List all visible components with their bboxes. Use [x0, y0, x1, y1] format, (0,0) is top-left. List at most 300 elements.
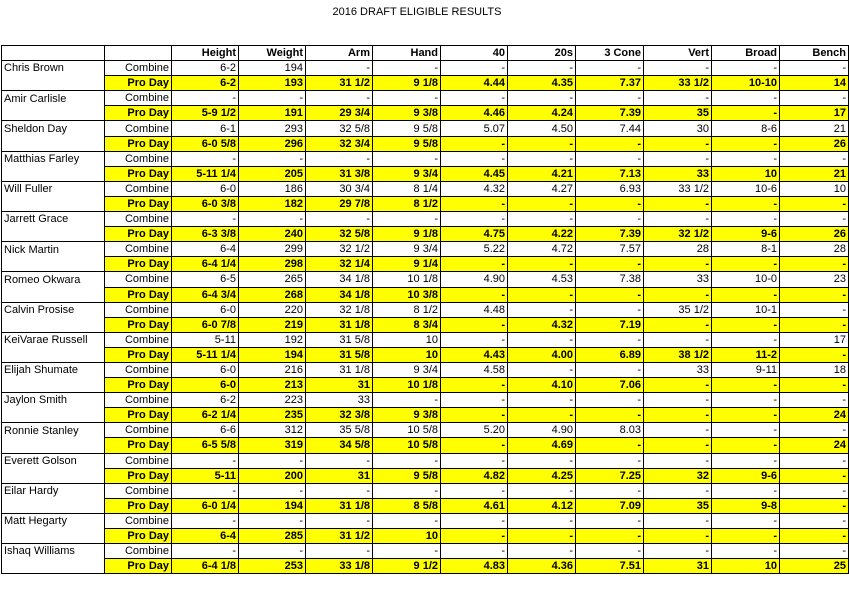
measurement-cell: - — [508, 136, 576, 151]
measurement-cell: 194 — [239, 61, 306, 76]
measurement-cell: - — [239, 151, 306, 166]
measurement-cell: - — [508, 257, 576, 272]
measurement-cell: - — [576, 544, 644, 559]
measurement-cell: - — [508, 151, 576, 166]
combine-row — [2, 181, 849, 196]
measurement-cell: - — [576, 393, 644, 408]
measurement-cell: 9 3/8 — [373, 106, 441, 121]
player-name — [2, 347, 105, 362]
player-name — [2, 408, 105, 423]
measurement-cell: - — [441, 438, 508, 453]
measurement-cell: - — [712, 423, 780, 438]
measurement-cell: - — [239, 513, 306, 528]
measurement-cell: 9 5/8 — [373, 468, 441, 483]
player-name: Jaylon Smith — [2, 393, 105, 408]
measurement-cell: 319 — [239, 438, 306, 453]
measurement-cell: 26 — [780, 227, 849, 242]
measurement-cell: 31 5/8 — [306, 347, 373, 362]
measurement-cell: 7.06 — [576, 378, 644, 393]
column-header: Hand — [373, 46, 441, 61]
measurement-cell: 6-2 — [172, 61, 239, 76]
player-name: Elijah Shumate — [2, 362, 105, 377]
measurement-cell: 5-11 1/4 — [172, 347, 239, 362]
measurement-cell: - — [780, 468, 849, 483]
workout-type: Combine — [105, 151, 172, 166]
measurement-cell: 31 1/8 — [306, 362, 373, 377]
measurement-cell: - — [306, 513, 373, 528]
measurement-cell: - — [441, 317, 508, 332]
measurement-cell: - — [306, 453, 373, 468]
measurement-cell: - — [780, 151, 849, 166]
measurement-cell: - — [644, 332, 712, 347]
measurement-cell: 8.03 — [576, 423, 644, 438]
measurement-cell: - — [576, 287, 644, 302]
measurement-cell: 7.25 — [576, 468, 644, 483]
measurement-cell: 8 1/4 — [373, 181, 441, 196]
measurement-cell: - — [712, 483, 780, 498]
measurement-cell: 4.35 — [508, 76, 576, 91]
measurement-cell: 30 3/4 — [306, 181, 373, 196]
measurement-cell: 5-11 — [172, 468, 239, 483]
measurement-cell: - — [644, 393, 712, 408]
measurement-cell: 8-6 — [712, 121, 780, 136]
measurement-cell: - — [712, 151, 780, 166]
measurement-cell: 4.25 — [508, 468, 576, 483]
measurement-cell: - — [712, 196, 780, 211]
combine-row — [2, 544, 849, 559]
measurement-cell: 21 — [780, 121, 849, 136]
player-name: Nick Martin — [2, 242, 105, 257]
combine-row — [2, 121, 849, 136]
player-name: Will Fuller — [2, 181, 105, 196]
measurement-cell: - — [508, 544, 576, 559]
workout-type: Pro Day — [105, 106, 172, 121]
pro-day-row — [2, 408, 849, 423]
measurement-cell: - — [644, 483, 712, 498]
combine-row — [2, 362, 849, 377]
player-name — [2, 166, 105, 181]
measurement-cell: - — [644, 529, 712, 544]
player-name: Ronnie Stanley — [2, 423, 105, 438]
measurement-cell: 7.38 — [576, 272, 644, 287]
measurement-cell: - — [712, 106, 780, 121]
measurement-cell: - — [441, 513, 508, 528]
measurement-cell: - — [780, 196, 849, 211]
measurement-cell: 9 1/8 — [373, 227, 441, 242]
workout-type: Combine — [105, 393, 172, 408]
column-header — [2, 46, 105, 61]
combine-row — [2, 302, 849, 317]
measurement-cell: 4.24 — [508, 106, 576, 121]
measurement-cell: 34 1/8 — [306, 287, 373, 302]
workout-type: Combine — [105, 423, 172, 438]
measurement-cell: - — [373, 544, 441, 559]
workout-type: Combine — [105, 242, 172, 257]
player-name — [2, 136, 105, 151]
measurement-cell: - — [780, 61, 849, 76]
measurement-cell: 223 — [239, 393, 306, 408]
workout-type: Combine — [105, 272, 172, 287]
measurement-cell: - — [644, 151, 712, 166]
measurement-cell: 35 1/2 — [644, 302, 712, 317]
measurement-cell: 25 — [780, 559, 849, 574]
pro-day-row — [2, 196, 849, 211]
measurement-cell: 4.43 — [441, 347, 508, 362]
workout-type: Pro Day — [105, 227, 172, 242]
measurement-cell: 17 — [780, 332, 849, 347]
pro-day-row — [2, 438, 849, 453]
measurement-cell: - — [644, 513, 712, 528]
measurement-cell: - — [306, 212, 373, 227]
measurement-cell: - — [780, 498, 849, 513]
measurement-cell: 29 7/8 — [306, 196, 373, 211]
measurement-cell: 10 — [373, 332, 441, 347]
measurement-cell: 8-1 — [712, 242, 780, 257]
measurement-cell: 285 — [239, 529, 306, 544]
measurement-cell: 4.32 — [441, 181, 508, 196]
measurement-cell: - — [508, 393, 576, 408]
measurement-cell: - — [576, 91, 644, 106]
measurement-cell: - — [441, 151, 508, 166]
measurement-cell: 24 — [780, 408, 849, 423]
measurement-cell: 6-5 — [172, 272, 239, 287]
measurement-cell: 205 — [239, 166, 306, 181]
workout-type: Pro Day — [105, 559, 172, 574]
measurement-cell: - — [441, 544, 508, 559]
page-title: 2016 DRAFT ELIGIBLE RESULTS — [332, 6, 502, 18]
measurement-cell: - — [780, 257, 849, 272]
measurement-cell: - — [508, 362, 576, 377]
workout-type: Pro Day — [105, 76, 172, 91]
player-name: Ishaq Williams — [2, 544, 105, 559]
measurement-cell: 8 5/8 — [373, 498, 441, 513]
measurement-cell: 33 1/8 — [306, 559, 373, 574]
measurement-cell: - — [508, 287, 576, 302]
workout-type: Pro Day — [105, 287, 172, 302]
measurement-cell: 7.57 — [576, 242, 644, 257]
measurement-cell: - — [780, 91, 849, 106]
measurement-cell: 10 — [712, 559, 780, 574]
player-name — [2, 438, 105, 453]
measurement-cell: - — [644, 378, 712, 393]
measurement-cell: 6-4 — [172, 529, 239, 544]
workout-type: Pro Day — [105, 468, 172, 483]
measurement-cell: - — [780, 529, 849, 544]
measurement-cell: 14 — [780, 76, 849, 91]
measurement-cell: - — [644, 91, 712, 106]
measurement-cell: 298 — [239, 257, 306, 272]
measurement-cell: 31 1/8 — [306, 498, 373, 513]
measurement-cell: - — [441, 453, 508, 468]
measurement-cell: 4.83 — [441, 559, 508, 574]
combine-row — [2, 513, 849, 528]
player-name: Chris Brown — [2, 61, 105, 76]
measurement-cell: 4.72 — [508, 242, 576, 257]
measurement-cell: 18 — [780, 362, 849, 377]
measurement-cell: 5.22 — [441, 242, 508, 257]
measurement-cell: - — [508, 91, 576, 106]
measurement-cell: - — [508, 196, 576, 211]
measurement-cell: 4.82 — [441, 468, 508, 483]
pro-day-row — [2, 106, 849, 121]
measurement-cell: - — [712, 212, 780, 227]
combine-row — [2, 212, 849, 227]
measurement-cell: 8 1/2 — [373, 196, 441, 211]
measurement-cell: 4.90 — [508, 423, 576, 438]
workout-type: Combine — [105, 453, 172, 468]
measurement-cell: 8 3/4 — [373, 317, 441, 332]
measurement-cell: - — [441, 91, 508, 106]
measurement-cell: 11-2 — [712, 347, 780, 362]
workout-type: Pro Day — [105, 408, 172, 423]
measurement-cell: 10 — [373, 347, 441, 362]
measurement-cell: - — [239, 483, 306, 498]
player-name — [2, 257, 105, 272]
measurement-cell: 6-4 1/4 — [172, 257, 239, 272]
measurement-cell: 10 3/8 — [373, 287, 441, 302]
measurement-cell: 6-0 — [172, 181, 239, 196]
header-row — [2, 46, 849, 61]
pro-day-row — [2, 136, 849, 151]
player-name: KeiVarae Russell — [2, 332, 105, 347]
measurement-cell: - — [239, 212, 306, 227]
measurement-cell: - — [576, 513, 644, 528]
measurement-cell: 4.12 — [508, 498, 576, 513]
measurement-cell: 33 1/2 — [644, 181, 712, 196]
measurement-cell: 10 5/8 — [373, 438, 441, 453]
measurement-cell: 24 — [780, 438, 849, 453]
measurement-cell: 9 1/8 — [373, 76, 441, 91]
measurement-cell: 4.75 — [441, 227, 508, 242]
measurement-cell: - — [576, 332, 644, 347]
measurement-cell: 4.32 — [508, 317, 576, 332]
measurement-cell: 265 — [239, 272, 306, 287]
measurement-cell: 4.50 — [508, 121, 576, 136]
player-name: Jarrett Grace — [2, 212, 105, 227]
measurement-cell: - — [712, 378, 780, 393]
column-header: 20s — [508, 46, 576, 61]
measurement-cell: 5-9 1/2 — [172, 106, 239, 121]
player-name — [2, 529, 105, 544]
measurement-cell: - — [712, 393, 780, 408]
measurement-cell: 5-11 — [172, 332, 239, 347]
measurement-cell: - — [644, 544, 712, 559]
measurement-cell: 7.39 — [576, 227, 644, 242]
measurement-cell: - — [441, 257, 508, 272]
measurement-cell: - — [576, 151, 644, 166]
measurement-cell: 9 3/8 — [373, 408, 441, 423]
measurement-cell: 17 — [780, 106, 849, 121]
measurement-cell: - — [780, 513, 849, 528]
measurement-cell: - — [644, 317, 712, 332]
measurement-cell: 5.07 — [441, 121, 508, 136]
measurement-cell: - — [373, 212, 441, 227]
measurement-cell: - — [172, 483, 239, 498]
workout-type: Combine — [105, 332, 172, 347]
measurement-cell: - — [306, 151, 373, 166]
measurement-cell: 32 1/4 — [306, 257, 373, 272]
workout-type: Combine — [105, 181, 172, 196]
measurement-cell: 293 — [239, 121, 306, 136]
measurement-cell: - — [576, 362, 644, 377]
measurement-cell: - — [712, 136, 780, 151]
measurement-cell: 10-6 — [712, 181, 780, 196]
measurement-cell: 5-11 1/4 — [172, 166, 239, 181]
measurement-cell: 10 — [712, 166, 780, 181]
measurement-cell: - — [712, 529, 780, 544]
measurement-cell: 9-11 — [712, 362, 780, 377]
workout-type: Pro Day — [105, 166, 172, 181]
measurement-cell: 6-0 — [172, 302, 239, 317]
measurement-cell: 6-4 1/8 — [172, 559, 239, 574]
measurement-cell: 253 — [239, 559, 306, 574]
measurement-cell: - — [576, 529, 644, 544]
measurement-cell: 33 1/2 — [644, 76, 712, 91]
workout-type: Pro Day — [105, 196, 172, 211]
measurement-cell: - — [508, 529, 576, 544]
measurement-cell: 31 — [644, 559, 712, 574]
measurement-cell: 4.69 — [508, 438, 576, 453]
measurement-cell: 7.37 — [576, 76, 644, 91]
measurement-cell: 33 — [644, 272, 712, 287]
pro-day-row — [2, 559, 849, 574]
measurement-cell: - — [239, 544, 306, 559]
measurement-cell: 21 — [780, 166, 849, 181]
measurement-cell: 28 — [644, 242, 712, 257]
measurement-cell: - — [644, 196, 712, 211]
measurement-cell: 6-2 1/4 — [172, 408, 239, 423]
pro-day-row — [2, 317, 849, 332]
measurement-cell: 10-1 — [712, 302, 780, 317]
measurement-cell: 182 — [239, 196, 306, 211]
measurement-cell: 26 — [780, 136, 849, 151]
measurement-cell: - — [780, 393, 849, 408]
measurement-cell: 4.61 — [441, 498, 508, 513]
measurement-cell: - — [712, 408, 780, 423]
measurement-cell: 6.89 — [576, 347, 644, 362]
measurement-cell: 312 — [239, 423, 306, 438]
measurement-cell: - — [780, 483, 849, 498]
measurement-cell: 9 5/8 — [373, 121, 441, 136]
measurement-cell: 268 — [239, 287, 306, 302]
workout-type: Pro Day — [105, 317, 172, 332]
measurement-cell: 240 — [239, 227, 306, 242]
player-name — [2, 196, 105, 211]
measurement-cell: - — [239, 91, 306, 106]
player-name — [2, 76, 105, 91]
pro-day-row — [2, 257, 849, 272]
combine-row — [2, 423, 849, 438]
measurement-cell: 32 1/2 — [306, 242, 373, 257]
measurement-cell: 9 3/4 — [373, 242, 441, 257]
measurement-cell: - — [712, 257, 780, 272]
measurement-cell: - — [576, 483, 644, 498]
measurement-cell: - — [508, 513, 576, 528]
measurement-cell: 194 — [239, 347, 306, 362]
measurement-cell: - — [576, 408, 644, 423]
measurement-cell: 9 1/4 — [373, 257, 441, 272]
column-header — [105, 46, 172, 61]
measurement-cell: 34 5/8 — [306, 438, 373, 453]
measurement-cell: 9 3/4 — [373, 166, 441, 181]
measurement-cell: 7.51 — [576, 559, 644, 574]
column-header: Height — [172, 46, 239, 61]
measurement-cell: 7.19 — [576, 317, 644, 332]
measurement-cell: 299 — [239, 242, 306, 257]
measurement-cell: - — [172, 453, 239, 468]
measurement-cell: - — [780, 378, 849, 393]
measurement-cell: 186 — [239, 181, 306, 196]
measurement-cell: - — [508, 212, 576, 227]
measurement-cell: 4.44 — [441, 76, 508, 91]
workout-type: Pro Day — [105, 438, 172, 453]
measurement-cell: 213 — [239, 378, 306, 393]
measurement-cell: - — [780, 212, 849, 227]
measurement-cell: 34 1/8 — [306, 272, 373, 287]
measurement-cell: 35 5/8 — [306, 423, 373, 438]
measurement-cell: 4.58 — [441, 362, 508, 377]
measurement-cell: - — [780, 423, 849, 438]
measurement-cell: - — [644, 423, 712, 438]
measurement-cell: 6-3 3/8 — [172, 227, 239, 242]
workout-type: Combine — [105, 121, 172, 136]
player-name: Matthias Farley — [2, 151, 105, 166]
measurement-cell: 32 5/8 — [306, 121, 373, 136]
measurement-cell: 6-1 — [172, 121, 239, 136]
measurement-cell: 6-0 5/8 — [172, 136, 239, 151]
measurement-cell: - — [576, 136, 644, 151]
measurement-cell: 9 5/8 — [373, 136, 441, 151]
measurement-cell: 28 — [780, 242, 849, 257]
measurement-cell: - — [576, 302, 644, 317]
measurement-cell: 4.45 — [441, 166, 508, 181]
measurement-cell: - — [644, 61, 712, 76]
measurement-cell: 200 — [239, 468, 306, 483]
pro-day-row — [2, 529, 849, 544]
measurement-cell: - — [441, 408, 508, 423]
measurement-cell: 4.90 — [441, 272, 508, 287]
pro-day-row — [2, 498, 849, 513]
column-header: 40 — [441, 46, 508, 61]
measurement-cell: - — [508, 408, 576, 423]
measurement-cell: 7.39 — [576, 106, 644, 121]
measurement-cell: - — [712, 453, 780, 468]
measurement-cell: - — [712, 91, 780, 106]
measurement-cell: 216 — [239, 362, 306, 377]
measurement-cell: - — [644, 136, 712, 151]
measurement-cell: 31 — [306, 378, 373, 393]
measurement-cell: 35 — [644, 498, 712, 513]
workout-type: Combine — [105, 483, 172, 498]
player-name — [2, 468, 105, 483]
workout-type: Pro Day — [105, 529, 172, 544]
measurement-cell: 23 — [780, 272, 849, 287]
measurement-cell: - — [373, 91, 441, 106]
measurement-cell: 10 1/8 — [373, 272, 441, 287]
measurement-cell: 31 5/8 — [306, 332, 373, 347]
measurement-cell: 32 1/8 — [306, 302, 373, 317]
measurement-cell: 6-0 — [172, 378, 239, 393]
measurement-cell: - — [780, 453, 849, 468]
measurement-cell: - — [576, 438, 644, 453]
pro-day-row — [2, 378, 849, 393]
workout-type: Combine — [105, 544, 172, 559]
measurement-cell: - — [644, 453, 712, 468]
measurement-cell: 4.27 — [508, 181, 576, 196]
measurement-cell: - — [441, 196, 508, 211]
measurement-cell: - — [441, 378, 508, 393]
measurement-cell: 235 — [239, 408, 306, 423]
